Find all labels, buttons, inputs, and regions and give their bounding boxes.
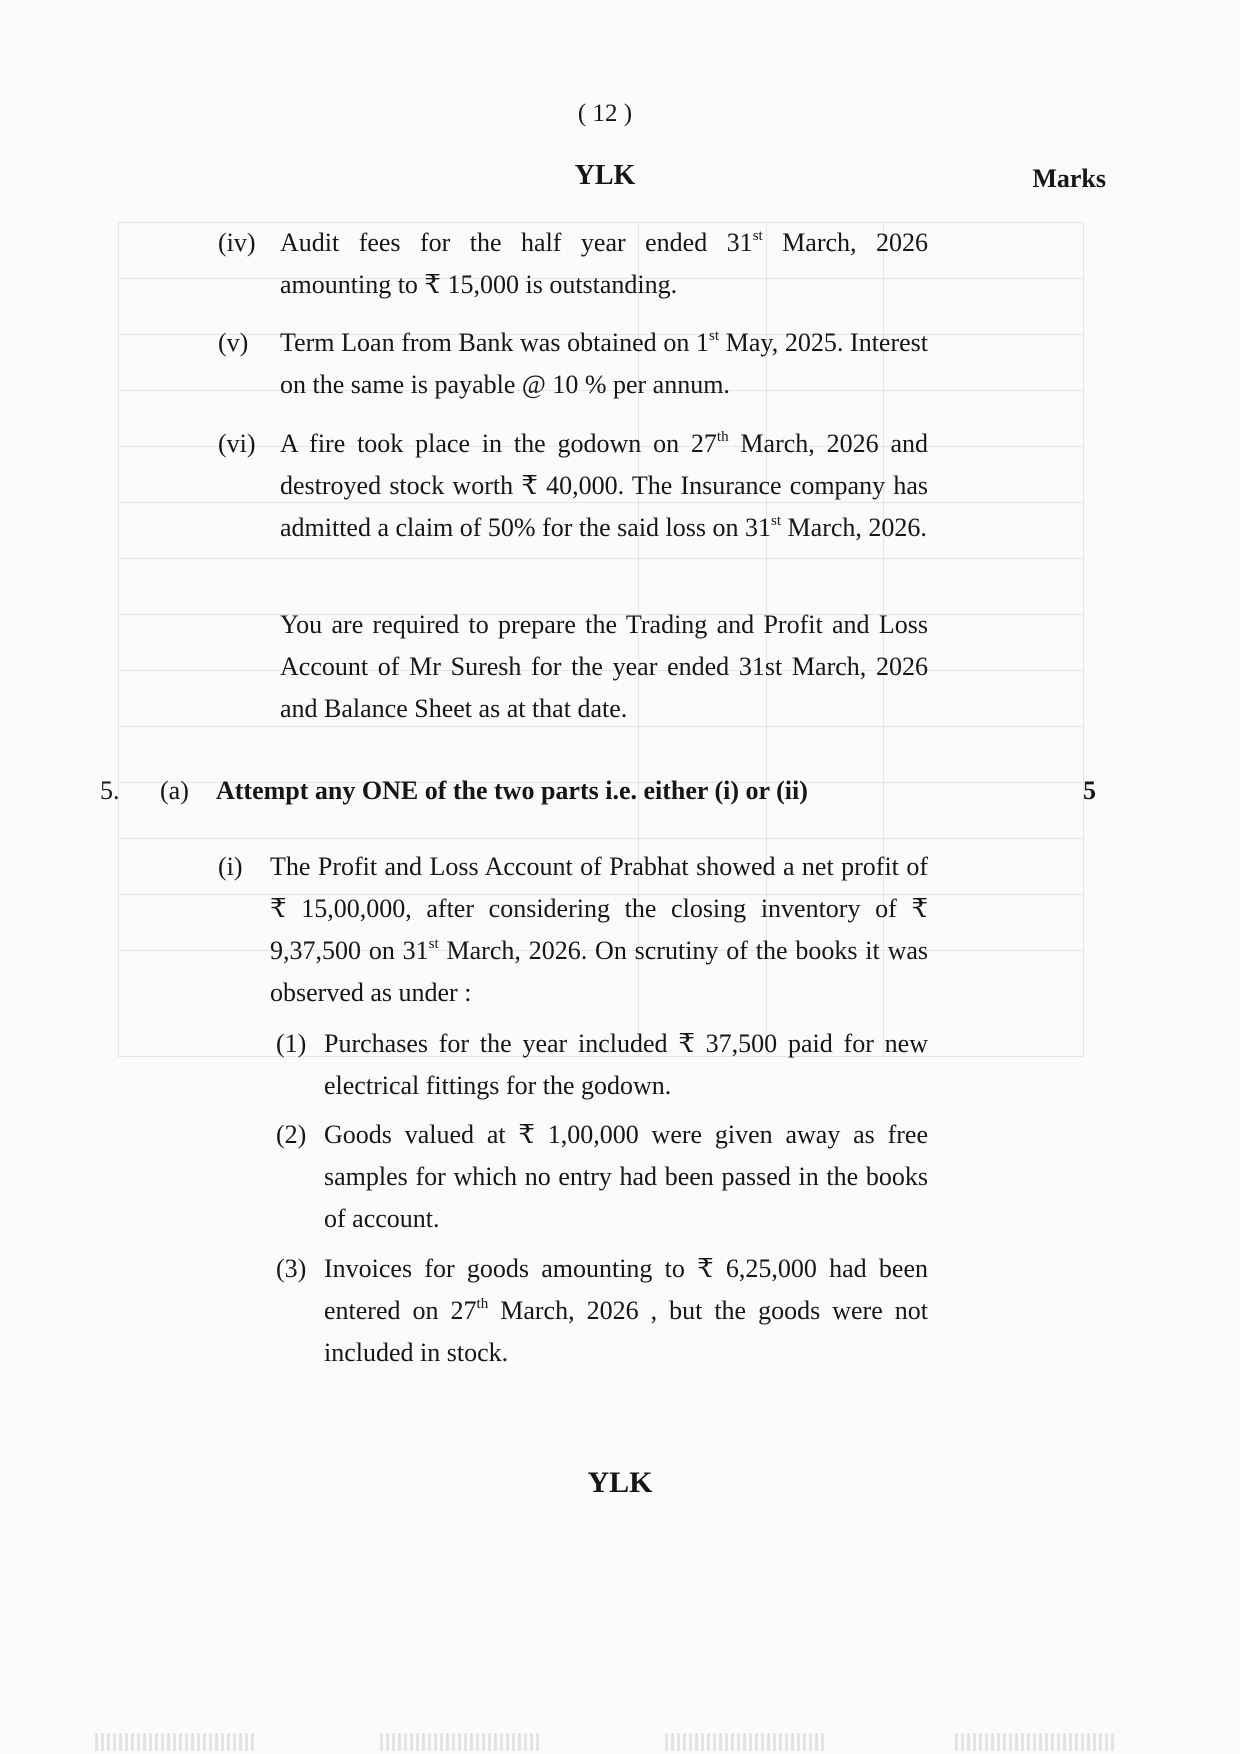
footer-paper-code: YLK [587,1466,653,1499]
part-i-number: (i) [218,852,243,881]
page-number: ( 12 ) [577,100,633,127]
scan-artifact [955,1733,1115,1751]
question-marks: 5 [1083,776,1096,805]
question-heading: Attempt any ONE of the two parts i.e. either (i) or (ii) [216,776,808,805]
question-part: (a) [160,776,189,805]
scan-artifact [665,1733,825,1751]
question-number: 5. [100,776,120,805]
item-number-v: (v) [218,328,249,357]
scan-artifact [95,1733,255,1751]
paper-code: YLK [574,160,636,191]
subpoint-number-2: (2) [276,1120,307,1149]
subpoint-text-3: Invoices for goods amounting to ₹ 6,25,000 had been entered on 27th March, 2026 , but the goods were not included in stock. [324,1254,928,1367]
item-text-iv: Audit fees for the half year ended 31st March, 2026 amounting to ₹ 15,000 is outstanding. [280,228,928,299]
subpoint-text-2: Goods valued at ₹ 1,00,000 were given away as free samples for which no entry had been passed in the books of account. [324,1120,928,1233]
marks-heading: Marks [1032,164,1106,193]
scan-artifact [380,1733,540,1751]
item-number-vi: (vi) [218,429,256,458]
item-text-v: Term Loan from Bank was obtained on 1st May, 2025. Interest on the same is payable @ 10 % per annum. [280,328,929,399]
subpoint-number-1: (1) [276,1029,307,1058]
item-text-vi: A fire took place in the godown on 27th March, 2026 and destroyed stock worth ₹ 40,000. The Insurance company has admitted a claim of 50% for the said loss on 31st March, 2026. [280,429,928,542]
part-i-text: The Profit and Loss Account of Prabhat showed a net profit of ₹ 15,00,000, after considering the closing inventory of ₹ 9,37,500 on 31st March, 2026. On scrutiny of the books it was observed as under : [270,852,928,1007]
item-number-iv: (iv) [218,228,256,257]
instruction-text: You are required to prepare the Trading and Profit and Loss Account of Mr Suresh for the year ended 31st March, 2026 and Balance Sheet as at that date. [280,610,928,723]
subpoint-text-1: Purchases for the year included ₹ 37,500 paid for new electrical fittings for the godown. [324,1029,928,1100]
subpoint-number-3: (3) [276,1254,307,1283]
